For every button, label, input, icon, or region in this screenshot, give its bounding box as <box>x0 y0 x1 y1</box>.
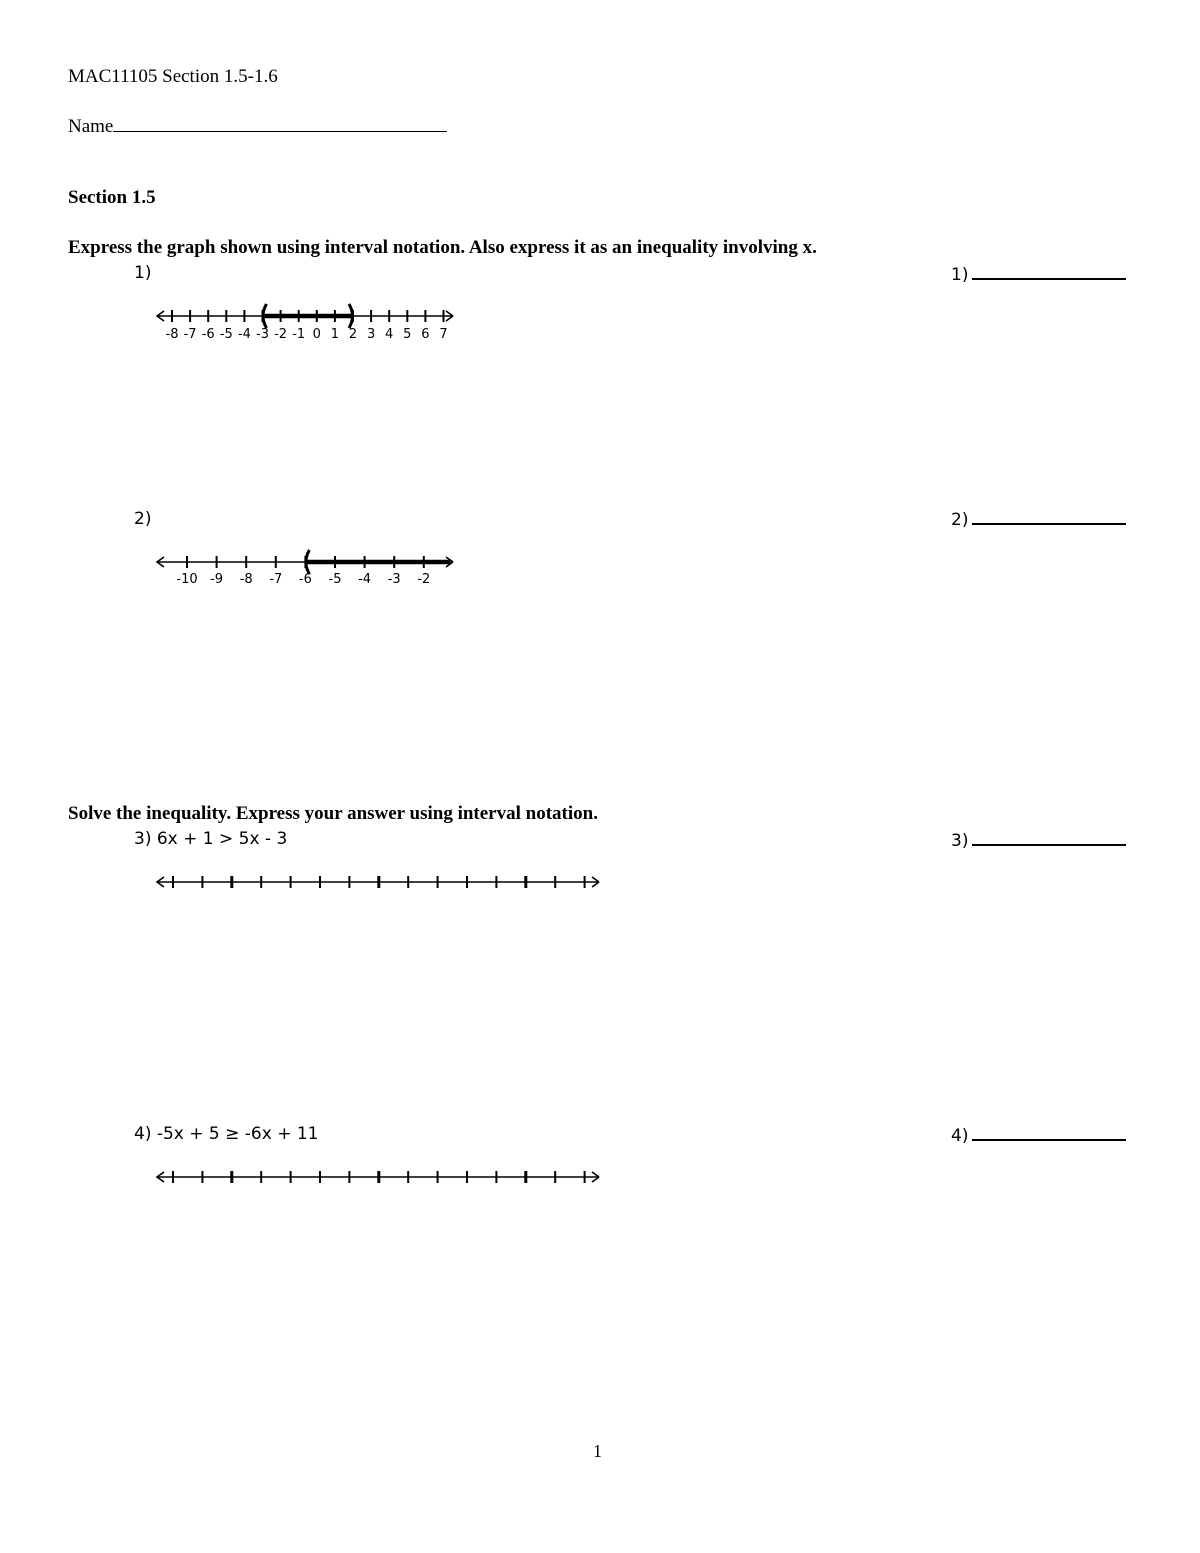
name-label: Name <box>68 116 114 137</box>
answer-4-blank[interactable] <box>972 1125 1126 1141</box>
tick-label: -2 <box>417 572 431 587</box>
tick-label: -3 <box>387 572 401 587</box>
tick-label: 0 <box>312 327 321 342</box>
tick-label: 1 <box>330 327 340 342</box>
answer-3[interactable] <box>951 830 1126 851</box>
tick-label: -4 <box>358 572 372 587</box>
problem-4-number: 4) <box>134 1124 152 1144</box>
number-line-4[interactable] <box>150 1163 610 1193</box>
page-number: 1 <box>593 1441 602 1461</box>
tick-label: 6 <box>421 327 430 342</box>
answer-4-label: 4) <box>951 1126 969 1146</box>
tick-label: -1 <box>292 327 306 342</box>
problem-3 <box>134 829 287 849</box>
tick-label: -5 <box>219 327 233 342</box>
section-title: Section 1.5 <box>68 187 156 208</box>
tick-label: -3 <box>256 327 269 342</box>
name-field[interactable] <box>68 114 447 138</box>
tick-label: -4 <box>237 327 251 342</box>
tick-label: 2 <box>348 327 358 342</box>
instruction-solve: Solve the inequality. Express your answer using interval notation. <box>68 803 598 824</box>
problem-2-number: 2) <box>134 509 152 529</box>
course-header: MAC11105 Section 1.5-1.6 <box>68 66 278 87</box>
answer-1-blank[interactable] <box>972 264 1126 280</box>
answer-2-blank[interactable] <box>972 509 1126 525</box>
answer-4[interactable] <box>951 1125 1126 1146</box>
answer-2-label: 2) <box>951 510 969 530</box>
problem-1-number: 1) <box>134 263 152 283</box>
answer-3-label: 3) <box>951 831 969 851</box>
tick-label: -6 <box>298 572 312 587</box>
tick-label: 3 <box>366 327 376 342</box>
problem-4-expression: -5x + 5 ≥ -6x + 11 <box>156 1124 319 1144</box>
tick-label: -5 <box>328 572 342 587</box>
tick-label: 4 <box>385 327 394 342</box>
tick-label: -7 <box>269 572 283 587</box>
number-line-1 <box>150 296 470 346</box>
tick-label: -10 <box>176 572 198 587</box>
tick-label: -9 <box>210 572 224 587</box>
tick-label: -8 <box>239 572 253 587</box>
answer-1[interactable] <box>951 264 1126 285</box>
tick-label: 7 <box>439 327 448 342</box>
number-line-3[interactable] <box>150 868 610 898</box>
answer-1-label: 1) <box>951 265 969 285</box>
tick-label: -2 <box>274 327 288 342</box>
answer-3-blank[interactable] <box>972 830 1126 846</box>
problem-3-number: 3) <box>134 829 152 849</box>
tick-label: -8 <box>165 327 179 342</box>
problem-4 <box>134 1124 318 1144</box>
problem-3-expression: 6x + 1 > 5x - 3 <box>156 829 288 849</box>
number-line-2 <box>150 543 470 593</box>
tick-label: -7 <box>183 327 197 342</box>
tick-label: 5 <box>403 327 412 342</box>
instruction-graph: Express the graph shown using interval notation. Also express it as an inequality involving x. <box>68 237 817 258</box>
name-blank-line[interactable] <box>113 114 447 132</box>
tick-label: -6 <box>201 327 215 342</box>
answer-2[interactable] <box>951 509 1126 530</box>
